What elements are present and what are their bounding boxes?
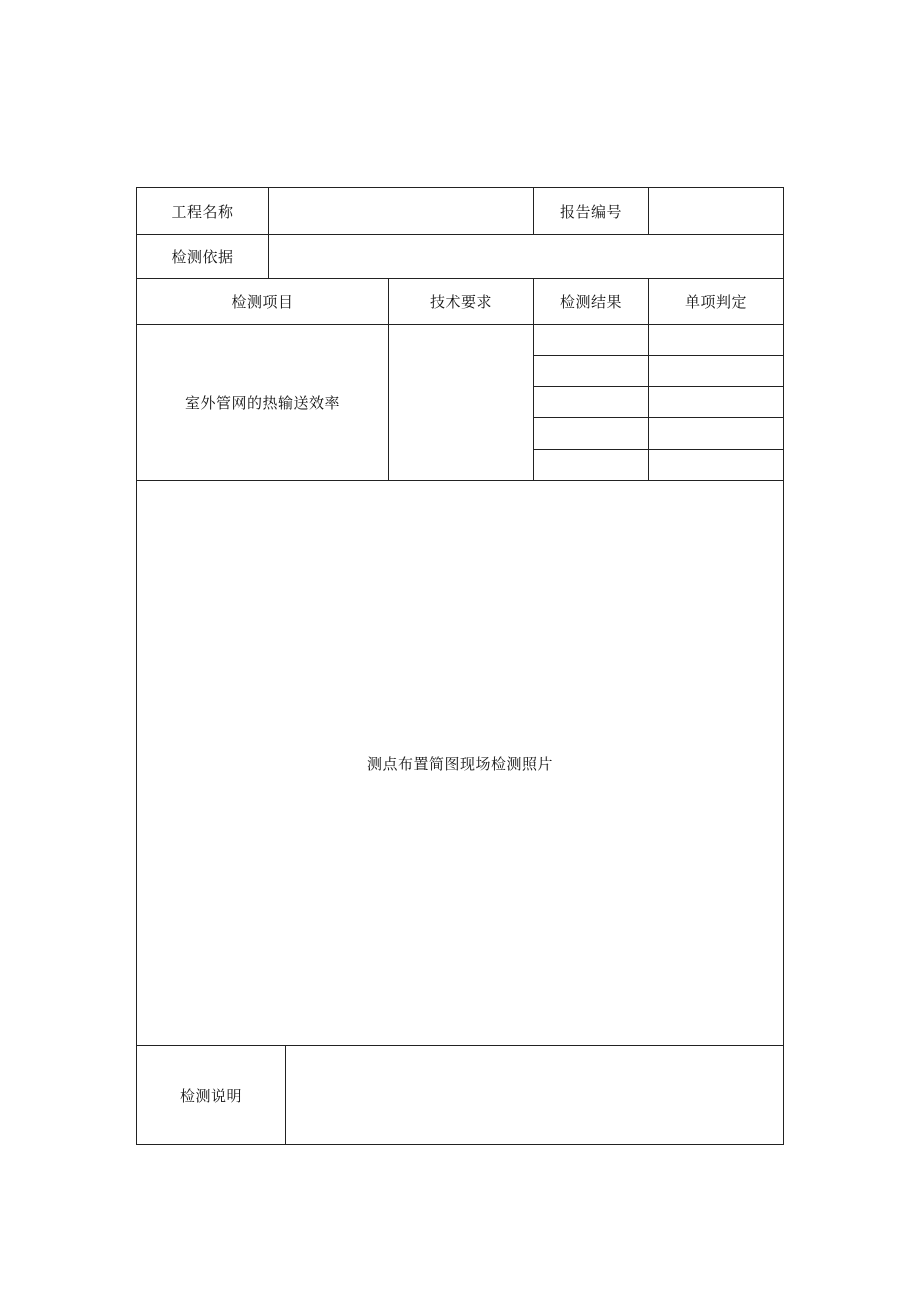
test-result-header: 检测结果 <box>559 293 622 311</box>
photo-area-label: 测点布置简图现场检测照片 <box>366 754 553 773</box>
test-item-name: 室外管网的热输送效率 <box>184 394 340 412</box>
report-number-field[interactable] <box>649 188 783 234</box>
project-name-label: 工程名称 <box>171 202 234 221</box>
measurement-layout-photo-area <box>137 481 783 1045</box>
test-result-field[interactable] <box>534 356 648 386</box>
test-notes-label: 检测说明 <box>179 1086 242 1105</box>
item-judgement-field[interactable] <box>649 356 783 386</box>
item-judgement-field[interactable] <box>649 418 783 449</box>
item-judgement-field[interactable] <box>649 325 783 355</box>
report-number-label: 报告编号 <box>559 202 622 221</box>
test-item-header: 检测项目 <box>231 293 294 311</box>
test-result-field[interactable] <box>534 325 648 355</box>
project-name-field[interactable] <box>269 188 533 234</box>
test-result-field[interactable] <box>534 450 648 480</box>
test-result-field[interactable] <box>534 418 648 449</box>
technical-requirement-field[interactable] <box>389 325 533 480</box>
item-judgement-header: 单项判定 <box>684 293 747 311</box>
test-basis-label: 检测依据 <box>171 248 234 266</box>
test-result-field[interactable] <box>534 387 648 417</box>
item-judgement-field[interactable] <box>649 450 783 480</box>
technical-requirement-header: 技术要求 <box>429 293 492 311</box>
item-judgement-field[interactable] <box>649 387 783 417</box>
inspection-report-form <box>136 187 784 1145</box>
test-notes-field[interactable] <box>286 1046 783 1144</box>
test-basis-field[interactable] <box>269 235 783 278</box>
